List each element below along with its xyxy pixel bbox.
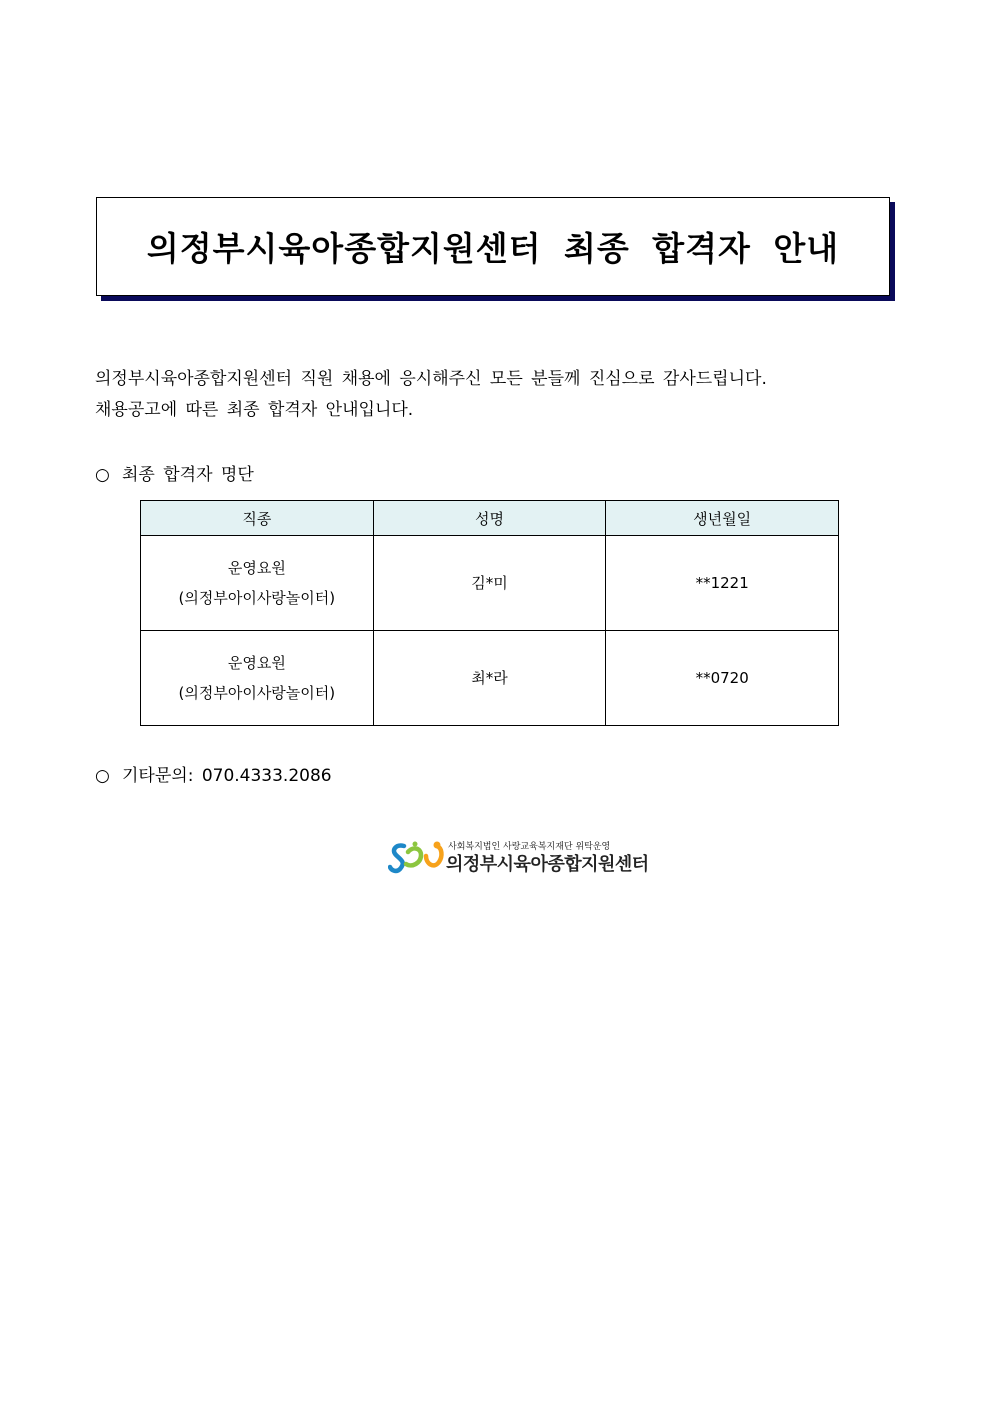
section-heading-list: [95, 460, 254, 485]
intro-line-1: 의정부시육아종합지원센터 직원 채용에 응시해주신 모든 분들께 진심으로 감사드립니다.: [95, 369, 767, 389]
contact-text: 기타문의: 070.4333.2086: [122, 766, 332, 786]
cell-birth: **1221: [606, 536, 839, 631]
cell-job-detail: (의정부아이사랑놀이터): [178, 684, 336, 702]
column-header-birth: 생년월일: [606, 501, 839, 536]
cell-name: 김*미: [373, 536, 606, 631]
cell-birth: **0720: [606, 631, 839, 726]
logo-name: 의정부시육아종합지원센터: [446, 854, 649, 875]
table-row: [141, 536, 839, 631]
intro-line-2: 채용공고에 따른 최종 합격자 안내입니다.: [95, 400, 414, 420]
logo-mark-icon: [388, 840, 446, 876]
cell-job: [141, 631, 374, 726]
table-row: [141, 631, 839, 726]
cell-job-title: 운영요원: [227, 654, 286, 672]
intro-paragraph: [95, 364, 767, 426]
organization-logo: [388, 838, 658, 878]
cell-name: 최*라: [373, 631, 606, 726]
result-table: [140, 500, 839, 726]
section-contact: [95, 761, 332, 786]
table-header-row: [141, 501, 839, 536]
section-heading-text: 최종 합격자 명단: [122, 465, 254, 485]
column-header-name: 성명: [373, 501, 606, 536]
column-header-job: 직종: [141, 501, 374, 536]
circle-bullet-icon: ○: [95, 766, 110, 786]
document-title: 의정부시육아종합지원센터 최종 합격자 안내: [146, 229, 840, 268]
title-box: [96, 197, 890, 296]
cell-job: [141, 536, 374, 631]
cell-job-title: 운영요원: [227, 559, 286, 577]
cell-job-detail: (의정부아이사랑놀이터): [178, 589, 336, 607]
circle-bullet-icon: ○: [95, 465, 110, 485]
logo-caption: 사회복지법인 사랑교육복지재단 위탁운영: [448, 842, 611, 852]
